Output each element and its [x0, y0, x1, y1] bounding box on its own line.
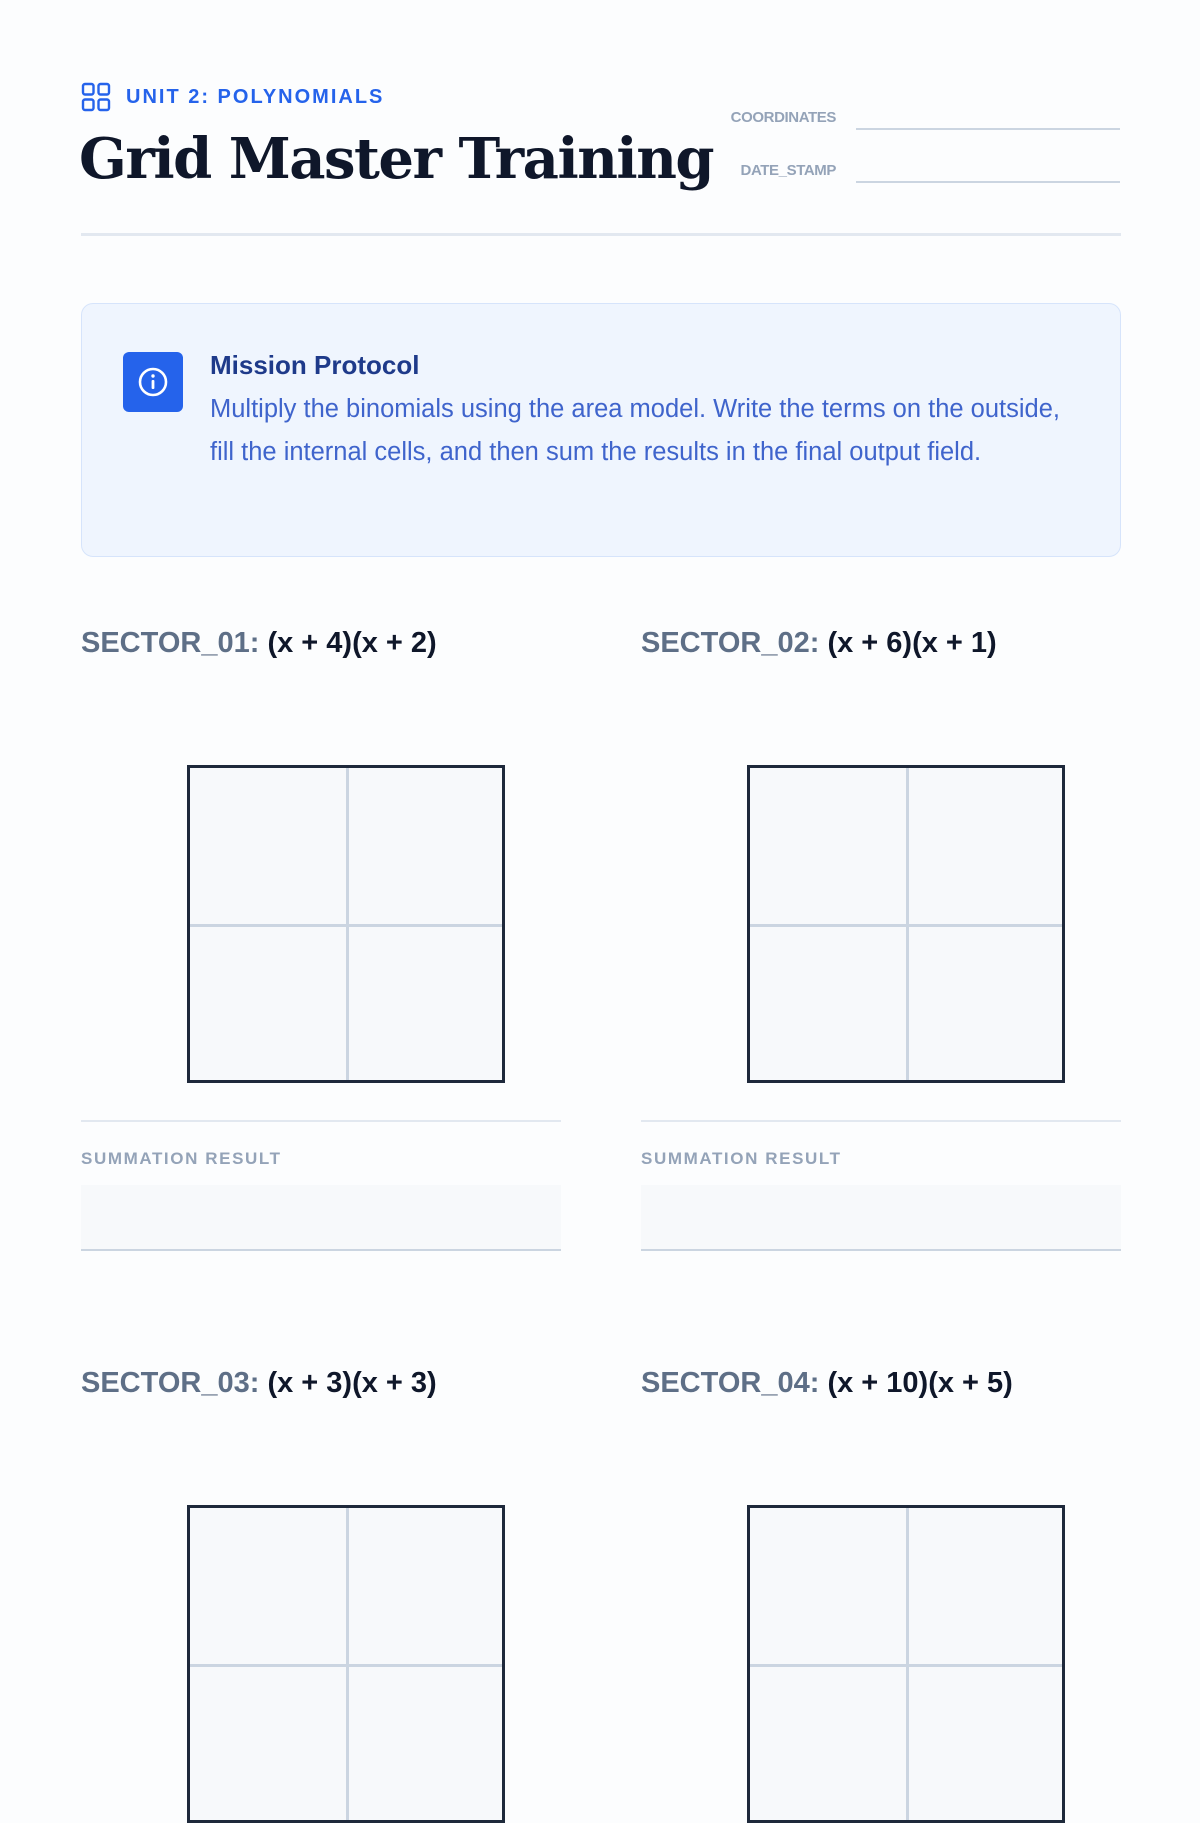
grid-icon	[81, 82, 111, 112]
sector-card	[641, 1367, 1121, 1400]
sector-separator: :	[249, 1367, 260, 1399]
sector-card	[81, 1367, 561, 1400]
summation-label: SUMMATION RESULT	[81, 1149, 282, 1168]
grid-divider-horizontal	[190, 1664, 502, 1667]
info-heading: Mission Protocol	[210, 350, 420, 380]
sector-card	[81, 627, 561, 1168]
sector-expression: (x + 6)(x + 1)	[827, 627, 997, 659]
area-model-grid[interactable]	[747, 1505, 1065, 1823]
sector-separator: :	[809, 1367, 820, 1399]
area-model-grid[interactable]	[187, 765, 505, 1083]
grid-divider-horizontal	[750, 924, 1062, 927]
coordinates-row	[690, 98, 1120, 130]
sector-code: SECTOR_03	[81, 1367, 250, 1399]
date-stamp-field[interactable]	[856, 151, 1120, 183]
coordinates-label: COORDINATES	[730, 109, 836, 126]
info-icon	[123, 352, 183, 412]
header-divider	[81, 233, 1121, 236]
summation-field[interactable]	[641, 1185, 1121, 1251]
sector-title	[641, 627, 1121, 660]
area-model-grid[interactable]	[187, 1505, 505, 1823]
area-model-grid[interactable]	[747, 765, 1065, 1083]
coordinates-field[interactable]	[856, 98, 1120, 130]
unit-tag	[81, 82, 384, 112]
section-divider	[641, 1120, 1121, 1122]
unit-label: UNIT 2: POLYNOMIALS	[126, 85, 385, 108]
sector-title	[641, 1367, 1121, 1400]
sector-code: SECTOR_02	[641, 627, 810, 659]
sector-separator: :	[249, 627, 260, 659]
page-title: Grid Master Training	[79, 126, 714, 192]
sector-expression: (x + 4)(x + 2)	[267, 627, 437, 659]
sector-card	[641, 627, 1121, 1168]
summation-label: SUMMATION RESULT	[641, 1149, 842, 1168]
sector-expression: (x + 3)(x + 3)	[267, 1367, 437, 1399]
sector-expression: (x + 10)(x + 5)	[827, 1367, 1013, 1399]
date-stamp-row	[690, 151, 1120, 183]
info-text: Multiply the binomials using the area model. Write the terms on the outside, fill the internal cells, and then sum the results in the final output field.	[210, 395, 1060, 466]
mission-protocol-box	[81, 303, 1121, 557]
sector-title	[81, 627, 561, 660]
sector-separator: :	[809, 627, 820, 659]
sector-code: SECTOR_04	[641, 1367, 810, 1399]
grid-divider-horizontal	[190, 924, 502, 927]
grid-divider-horizontal	[750, 1664, 1062, 1667]
section-divider	[81, 1120, 561, 1122]
sector-code: SECTOR_01	[81, 627, 250, 659]
summation-field[interactable]	[81, 1185, 561, 1251]
date-stamp-label: DATE_STAMP	[740, 162, 836, 179]
sector-title	[81, 1367, 561, 1400]
